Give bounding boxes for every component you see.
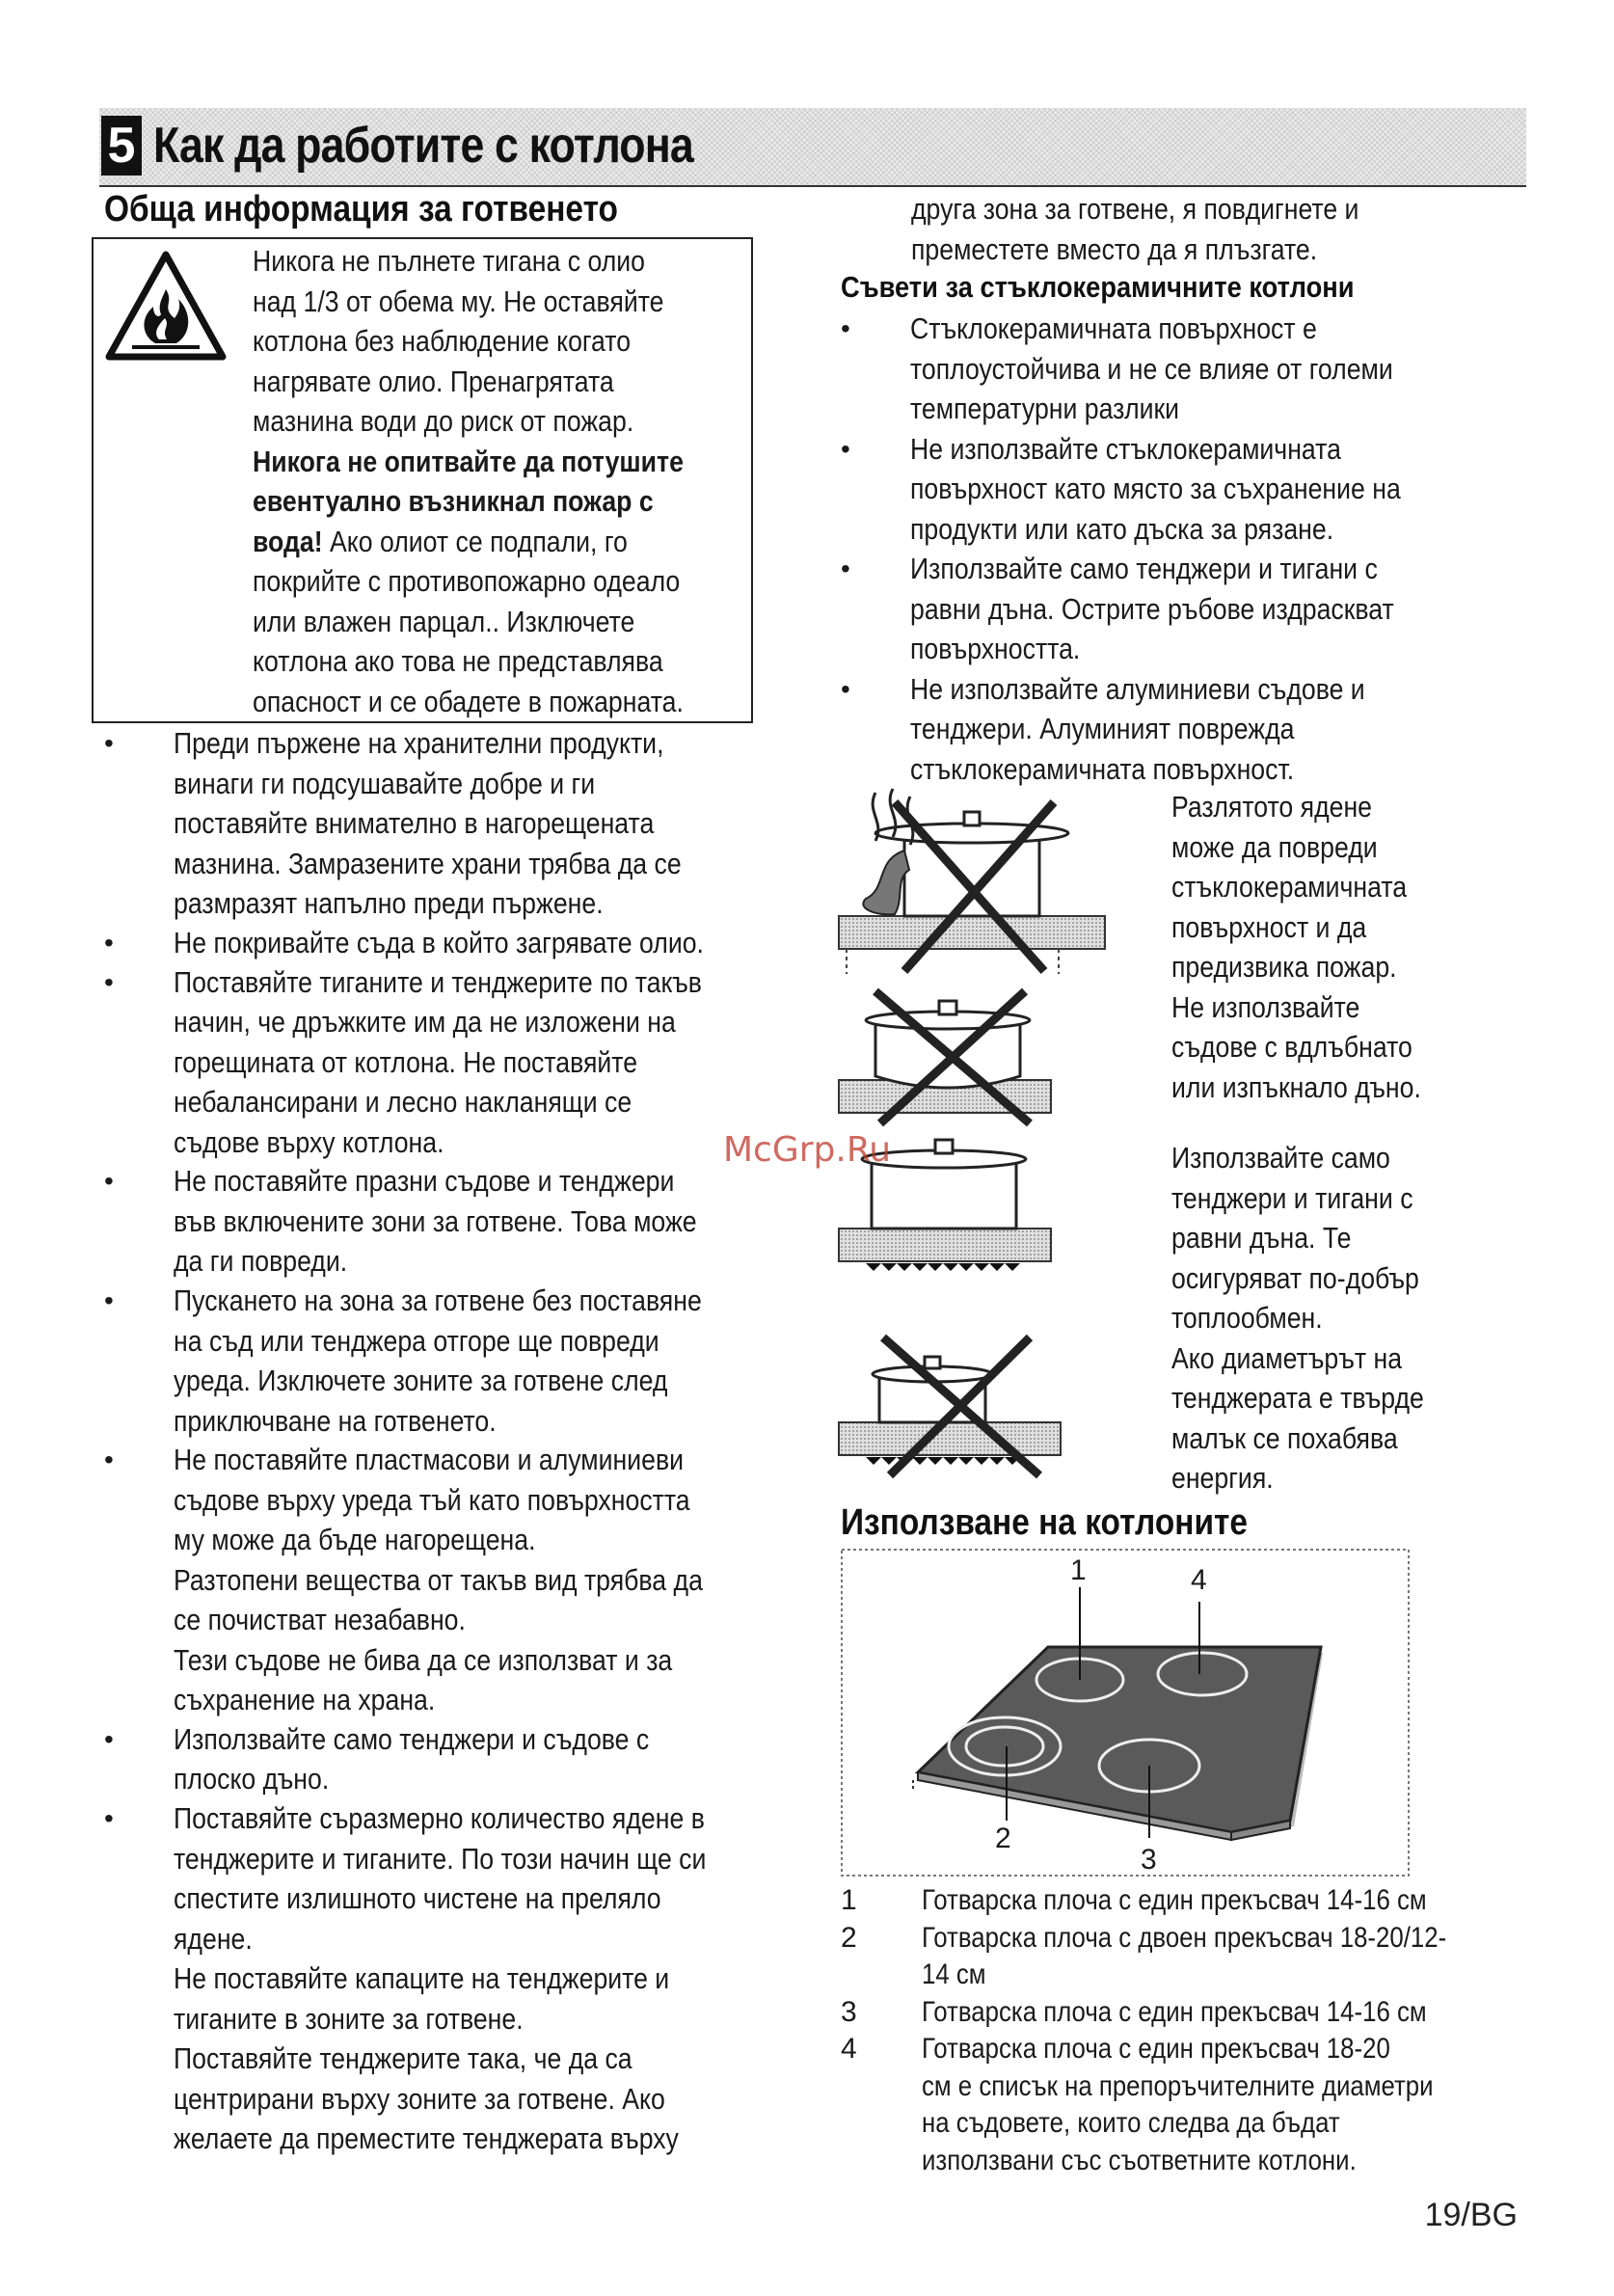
- caption-line: може да повреди: [1171, 829, 1378, 864]
- list-item-line: температурни разлики: [910, 392, 1180, 425]
- continued-line: друга зона за готвене, я повдигнете и: [911, 192, 1359, 226]
- bullet-marker: •: [104, 1166, 114, 1197]
- bullet-marker: •: [104, 966, 114, 997]
- list-item-line: горещината от котлона. Не поставяйте: [174, 1044, 638, 1079]
- list-item: [174, 1281, 702, 1441]
- list-item-line: поставяйте внимателно в нагорещената: [174, 806, 655, 840]
- list-item-line: тиганите в зоните за готвене.: [174, 2001, 524, 2036]
- legend-number: 2: [841, 1921, 857, 1954]
- warning-line: над 1/3 от обема му. Не оставяйте: [253, 284, 664, 318]
- bullet-marker: •: [104, 1285, 114, 1316]
- small-pot-crossed-figure: [837, 1326, 1107, 1480]
- chapter-title: Как да работите с котлона: [153, 118, 693, 174]
- warning-line: мазнина води до риск от пожар.: [253, 404, 634, 438]
- legend-text: на съдовете, които следва да бъдат: [922, 2107, 1340, 2139]
- fire-hazard-icon: [103, 249, 229, 365]
- uneven-bottom-pot-crossed-figure: [837, 984, 1107, 1128]
- list-item-line: Използвайте само тенджери и съдове с: [174, 1721, 650, 1756]
- page-number: 19/BG: [1424, 2197, 1518, 2233]
- list-item-line: Пускането на зона за готвене без поставяне: [174, 1283, 702, 1318]
- warning-bold-line: Никога не опитвайте да потушите: [253, 444, 684, 478]
- bullet-marker: •: [104, 1445, 114, 1475]
- list-item-line: винаги ги подсушавайте добре и ги: [174, 766, 596, 800]
- legend-text: Готварска плоча с един прекъсвач 14-16 см: [922, 1884, 1427, 1916]
- caption-line: тенджери и тигани с: [1171, 1180, 1413, 1215]
- caption-line: Не използвайте: [1171, 989, 1360, 1024]
- section-title-usage: Използване на котлоните: [841, 1502, 1248, 1543]
- hob-label-2: 2: [995, 1823, 1011, 1854]
- list-item-line: да ги повреди.: [174, 1244, 348, 1279]
- warning-line: котлона без наблюдение когато: [253, 324, 632, 358]
- legend-number: 3: [841, 1995, 857, 2028]
- caption-line: или изпъкнало дъно.: [1171, 1069, 1421, 1104]
- list-item-line: топлоустойчива и не се влияе от големи: [910, 351, 1393, 386]
- warning-bold-line: евентуално възникнал пожар с: [253, 484, 654, 518]
- spilled-food-crossed-figure: [837, 783, 1107, 976]
- list-item: [174, 962, 702, 1163]
- watermark: McGrp.Ru: [723, 1130, 892, 1170]
- bullet-marker: •: [841, 313, 850, 343]
- caption-line: осигуряват по-добър: [1171, 1260, 1419, 1295]
- warning-text: [253, 241, 684, 721]
- hob-label-3: 3: [1141, 1844, 1157, 1876]
- legend-number: 4: [841, 2033, 857, 2065]
- list-item: [910, 429, 1401, 550]
- caption-line: малък се похабява: [1171, 1420, 1398, 1455]
- list-item-line: Не използвайте алуминиеви съдове и: [910, 671, 1365, 706]
- continued-line: преместете вместо да я плъзгате.: [911, 231, 1318, 266]
- list-item: [910, 309, 1393, 429]
- tips-title: Съвети за стъклокерамичните котлони: [841, 270, 1355, 304]
- section-title-general: Обща информация за готвенето: [104, 189, 618, 230]
- warning-line: или влажен парцал.. Изключете: [253, 604, 635, 638]
- list-item: [910, 549, 1394, 669]
- list-item-line: стъклокерамичната повърхност.: [910, 751, 1295, 786]
- caption-spills: [1171, 787, 1421, 1107]
- list-item-line: Не покривайте съда в който загрявате олио.: [174, 925, 704, 959]
- list-item-line: плоско дъно.: [174, 1762, 330, 1796]
- list-item-line: във включените зони за готвене. Това може: [174, 1203, 697, 1238]
- list-item-line: повърхността.: [910, 632, 1081, 665]
- caption-line: Използвайте само: [1171, 1141, 1390, 1175]
- legend-text: 14 см: [922, 1958, 986, 1990]
- bullet-marker: •: [104, 1803, 114, 1834]
- legend-text: см е списък на препоръчителните диаметри: [922, 2069, 1434, 2102]
- continued-text: [911, 189, 1358, 269]
- list-item-line: Не използвайте стъклокерамичната: [910, 431, 1341, 466]
- list-item-line: начин, че дръжките им да не изложени на: [174, 1005, 676, 1040]
- list-item-line: мазнина. Замразените храни трябва да се: [174, 846, 682, 880]
- list-item-line: Не поставяйте пластмасови и алуминиеви: [174, 1443, 685, 1477]
- list-item-line: ядене.: [174, 1921, 253, 1956]
- list-item: [174, 1719, 649, 1799]
- list-item-line: уреда. Изключете зоните за готвене след: [174, 1364, 668, 1398]
- legend-text: Готварска плоча с един прекъсвач 14-16 см: [922, 1995, 1427, 2028]
- caption-line: Разлятото ядене: [1171, 790, 1373, 824]
- caption-line: повърхност и да: [1171, 909, 1367, 944]
- list-item-line: Поставяйте съразмерно количество ядене в: [174, 1801, 705, 1836]
- list-item-line: небалансирани и лесно накланящи се: [174, 1085, 632, 1120]
- list-item-line: тенджери. Алуминият поврежда: [910, 712, 1295, 745]
- caption-line: съдове с вдлъбнато: [1171, 1030, 1412, 1064]
- legend-text: използвани със съответните котлони.: [922, 2144, 1357, 2176]
- list-item-line: Разтопени вещества от такъв вид трябва да: [174, 1562, 703, 1597]
- list-item-line: съдове върху котлона.: [174, 1124, 444, 1159]
- list-item-line: Поставяйте тенджерите така, че да са: [174, 2041, 632, 2076]
- warning-line: Ако олиот се подпали, го: [322, 524, 628, 558]
- list-item-line: му може да бъде нагорещена.: [174, 1523, 536, 1557]
- list-item-line: се почистват незабавно.: [174, 1603, 466, 1637]
- list-item-line: Не поставяйте капаците на тенджерите и: [174, 1961, 670, 1996]
- list-item: [174, 1161, 697, 1282]
- warning-bold-word: вода!: [253, 524, 323, 558]
- list-item: [174, 1440, 703, 1720]
- list-item-line: продукти или като дъска за рязане.: [910, 511, 1334, 546]
- bullet-marker: •: [841, 673, 850, 704]
- list-item-line: съдове върху уреда тъй като повърхността: [174, 1482, 690, 1517]
- bullet-marker: •: [841, 554, 850, 583]
- list-item-line: повърхност като място за съхранение на: [910, 472, 1401, 505]
- chapter-number: 5: [101, 116, 142, 176]
- bullet-marker: •: [104, 927, 114, 958]
- list-item-line: центрирани върху зоните за готвене. Ако: [174, 2081, 665, 2116]
- list-item: [174, 923, 704, 963]
- list-item-line: Тези съдове не бива да се използват и за: [174, 1642, 673, 1677]
- list-item-line: тенджерите и тиганите. По този начин ще си: [174, 1841, 707, 1876]
- hob-diagram: [841, 1549, 1410, 1877]
- list-item-line: Използвайте само тенджери и тигани с: [910, 552, 1378, 585]
- list-item-line: Преди пържене на хранителни продукти,: [174, 726, 664, 760]
- caption-line: топлообмен.: [1171, 1301, 1323, 1335]
- caption-line: предизвика пожар.: [1171, 950, 1397, 984]
- warning-line: нагрявате олио. Пренагрятата: [253, 364, 614, 398]
- list-item-line: приключване на готвенето.: [174, 1403, 497, 1438]
- list-item-line: Поставяйте тиганите и тенджерите по такъв: [174, 964, 702, 999]
- bullet-marker: •: [104, 728, 114, 758]
- list-item-line: съхранение на храна.: [174, 1683, 436, 1717]
- list-item-line: Не поставяйте празни съдове и тенджери: [174, 1164, 675, 1199]
- caption-flat-bottom: [1171, 1138, 1424, 1499]
- list-item-line: равни дъна. Острите ръбове издраскват: [910, 591, 1394, 626]
- list-item-line: желаете да преместите тенджерата върху: [174, 2121, 679, 2156]
- list-item: [174, 723, 682, 924]
- warning-line: котлона ако това не представлява: [253, 644, 663, 678]
- list-item: [910, 669, 1365, 790]
- warning-line: Никога не пълнете тигана с олио: [253, 244, 646, 278]
- bullet-marker: •: [841, 433, 850, 464]
- warning-line: опасност и се обадете в пожарната.: [253, 684, 684, 718]
- chapter-header: [99, 108, 1526, 187]
- hob-label-4: 4: [1191, 1564, 1207, 1596]
- caption-line: Ако диаметърът на: [1171, 1340, 1403, 1375]
- list-item-line: Стъклокерамичната повърхност е: [910, 311, 1317, 345]
- legend-text: Готварска плоча с двоен прекъсвач 18-20/12-: [922, 1921, 1447, 1954]
- hob-label-1: 1: [1070, 1554, 1087, 1586]
- bullet-marker: •: [104, 1723, 114, 1754]
- list-item-line: спестите излишното чистене на преляло: [174, 1881, 661, 1916]
- legend-number: 1: [841, 1884, 857, 1916]
- list-item-line: размразят напълно преди пържене.: [174, 886, 604, 920]
- legend-text: Готварска плоча с един прекъсвач 18-20: [922, 2033, 1390, 2065]
- caption-line: енергия.: [1171, 1461, 1274, 1495]
- warning-line: покрийте с противопожарно одеало: [253, 564, 681, 598]
- caption-line: тенджерата е твърде: [1171, 1381, 1424, 1415]
- fire-warning-box: [92, 237, 753, 723]
- caption-line: стъклокерамичната: [1171, 870, 1408, 904]
- list-item: [174, 1798, 706, 2159]
- list-item-line: на съд или тенджера отгоре ще повреди: [174, 1323, 659, 1358]
- caption-line: равни дъна. Те: [1171, 1221, 1352, 1255]
